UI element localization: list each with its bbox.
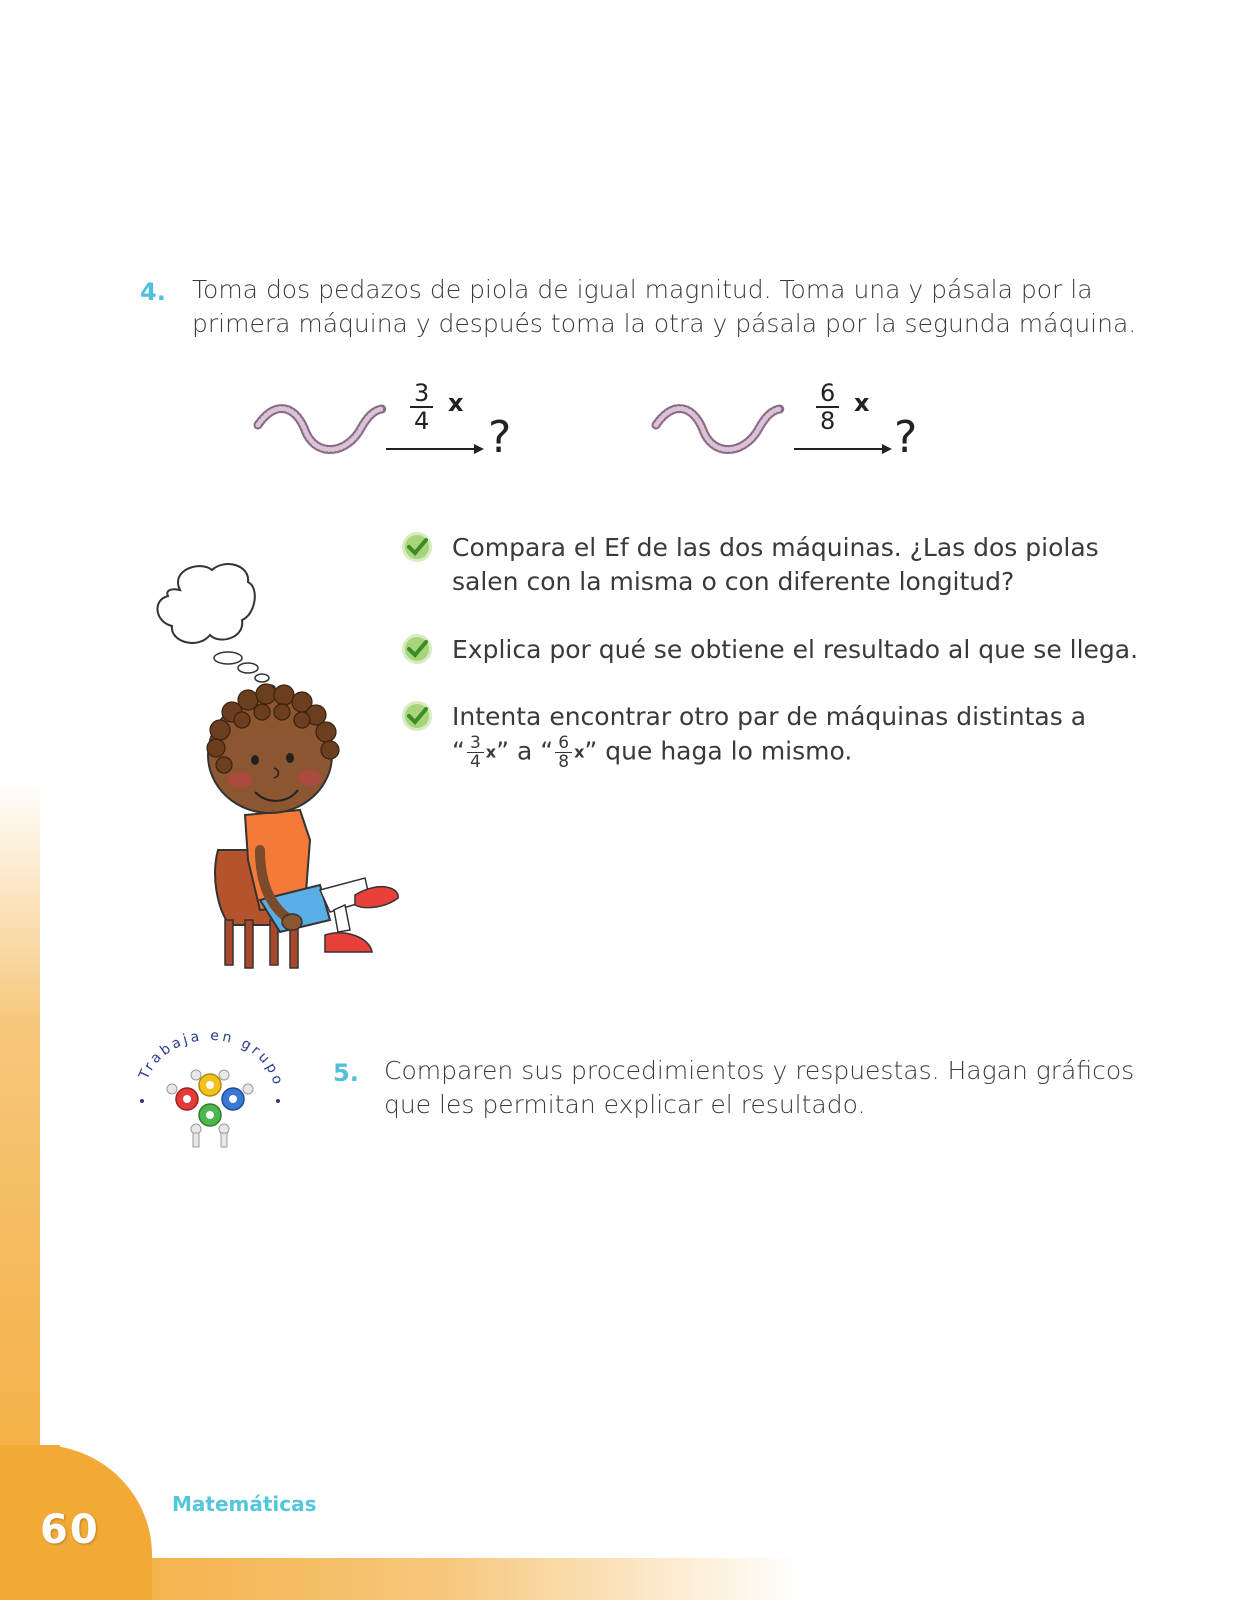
fraction-2-denominator: 8	[558, 752, 570, 772]
thought-cloud-icon	[157, 564, 254, 643]
machine-2-denominator: 8	[820, 407, 836, 435]
machine-1-output	[488, 417, 511, 468]
operator-2: x	[574, 742, 585, 762]
machine-1	[250, 375, 550, 485]
check-icon	[400, 632, 434, 666]
machine-1-numerator: 3	[410, 380, 433, 408]
bullet-3-line-2	[452, 734, 852, 771]
group-work-badge	[130, 1025, 290, 1155]
machine-2-output-mark: ¿	[894, 417, 918, 468]
bullet-1-line-1: Compara el Ef de las dos máquinas. ¿Las dos piolas	[452, 533, 1099, 562]
string-icon	[648, 395, 788, 465]
bullet-3-end: ” que haga lo mismo.	[584, 736, 853, 766]
machine-1-fraction	[410, 380, 433, 434]
fraction-1-numerator: 3	[467, 734, 484, 753]
group-badge-label: Trabaja en grupo	[136, 1027, 287, 1089]
machine-2-output	[894, 417, 917, 468]
question-5-number: 5.	[333, 1059, 359, 1087]
bullet-1-line-2: salen con la misma o con diferente longitud?	[452, 567, 1015, 596]
bullet-3-fraction-2	[555, 734, 572, 771]
subject-label: Matemáticas	[172, 1492, 317, 1516]
machine-1-output-mark: ¿	[488, 417, 512, 468]
question-4-line-2: primera máquina y después toma la otra y pásala por la segunda máquina.	[192, 309, 1137, 338]
connector-text: ” a “	[496, 736, 554, 766]
machine-2-operator: x	[854, 389, 870, 417]
question-5-line-2: que les permitan explicar el resultado.	[384, 1090, 866, 1119]
arrow-icon	[794, 442, 894, 456]
string-icon	[250, 395, 390, 465]
machine-1-operator: x	[448, 389, 464, 417]
open-quote: “	[452, 736, 465, 766]
question-4-line-1: Toma dos pedazos de piola de igual magnitud. Toma una y pásala por la	[192, 275, 1093, 304]
page-number: 60	[40, 1507, 100, 1553]
machine-2-numerator: 6	[816, 380, 839, 408]
question-4-number: 4.	[140, 278, 166, 306]
gears-icon	[176, 1074, 244, 1126]
fraction-1-denominator: 4	[469, 752, 481, 772]
question-5-line-1: Comparen sus procedimientos y respuestas. Hagan gráficos	[384, 1056, 1135, 1085]
check-icon	[400, 699, 434, 733]
bullet-3-fraction-1	[467, 734, 484, 771]
bullet-2: Explica por qué se obtiene el resultado al que se llega.	[452, 635, 1139, 664]
child-thinking-illustration	[150, 560, 410, 980]
bullet-3-line-1: Intenta encontrar otro par de máquinas distintas a	[452, 702, 1087, 731]
check-icon	[400, 530, 434, 564]
machine-1-denominator: 4	[414, 407, 430, 435]
arrow-icon	[386, 442, 486, 456]
machine-2	[648, 375, 948, 485]
fraction-2-numerator: 6	[555, 734, 572, 753]
machine-2-fraction	[816, 380, 839, 434]
operator-1: x	[485, 742, 497, 762]
